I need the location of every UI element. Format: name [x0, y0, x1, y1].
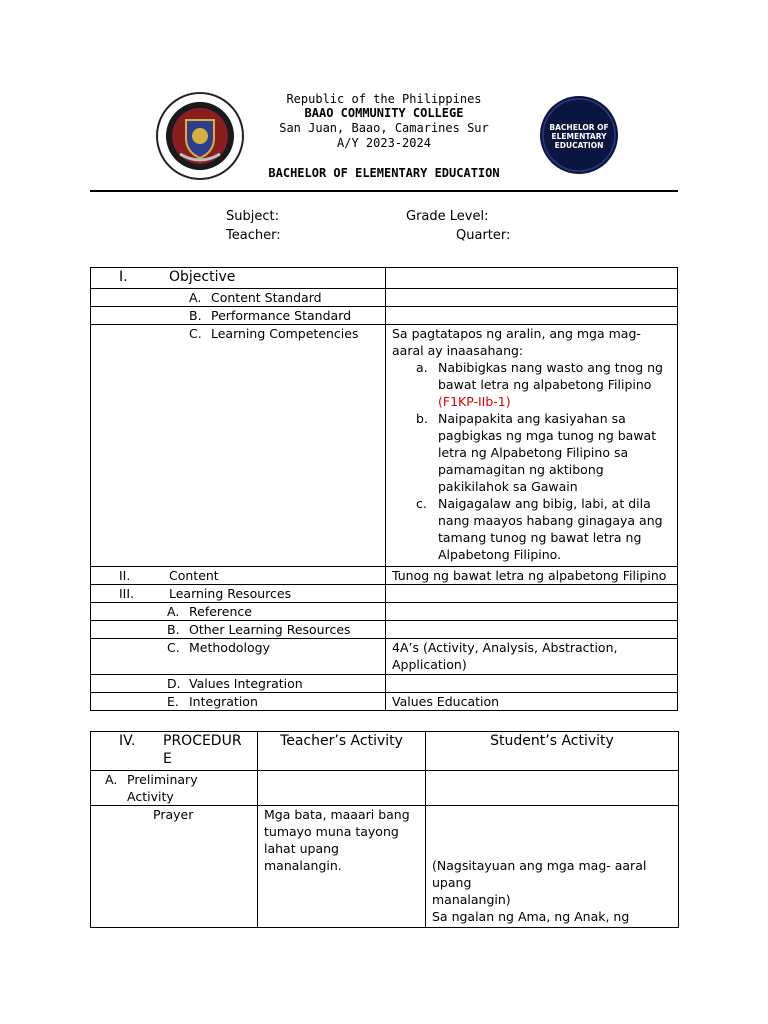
college-address: San Juan, Baao, Camarines Sur: [279, 121, 489, 135]
objective-row: [91, 268, 678, 289]
competency-item: [416, 410, 671, 495]
content-standard-row: [91, 289, 678, 307]
prayer-teacher-activity: Mga bata, maaari bang tumayo muna tayong lahat upang manalangin.: [258, 806, 426, 928]
republic-line: Republic of the Philippines: [286, 92, 482, 106]
procedure-number: IV.: [119, 733, 136, 749]
preliminary-label-wrap: Activity: [127, 789, 174, 804]
prayer-student-line-2: manalangin): [432, 892, 511, 907]
performance-standard-label: Performance Standard: [211, 308, 352, 323]
methodology-row: [91, 639, 678, 675]
reference-letter: A.: [167, 604, 180, 619]
performance-standard-letter: B.: [189, 308, 202, 323]
academic-year: A/Y 2023-2024: [337, 136, 431, 150]
competency-letter: c.: [416, 496, 427, 511]
competency-letter: a.: [416, 360, 428, 375]
prayer-row: [91, 806, 679, 928]
lesson-plan-table: [90, 267, 678, 711]
competency-item: [416, 359, 671, 410]
values-integration-letter: D.: [167, 676, 181, 691]
preliminary-label: Preliminary: [127, 772, 198, 787]
preliminary-student: [426, 771, 679, 806]
values-integration-row: [91, 675, 678, 693]
teacher-label: Teacher:: [226, 228, 281, 243]
teacher-activity-header: Teacher’s Activity: [258, 732, 426, 771]
competencies-list: [392, 359, 671, 563]
preliminary-teacher: [258, 771, 426, 806]
header-divider: [90, 190, 678, 192]
competency-code: (F1KP-IIb-1): [438, 394, 511, 409]
competency-item: [416, 495, 671, 563]
values-integration-value: [386, 675, 678, 693]
learning-resources-value: [386, 585, 678, 603]
learning-resources-label: Learning Resources: [169, 586, 292, 601]
learning-competencies-value: [386, 325, 678, 567]
svg-text:ELEMENTARY: ELEMENTARY: [551, 132, 607, 141]
reference-value: [386, 603, 678, 621]
integration-letter: E.: [167, 694, 179, 709]
values-integration-label: Values Integration: [189, 676, 303, 691]
prayer-student-line-1: (Nagsitayuan ang mga mag- aaral upang: [432, 858, 647, 890]
procedure-label: PROCEDUR: [163, 733, 242, 749]
student-activity-header: Student’s Activity: [426, 732, 679, 771]
procedure-header-row: [91, 732, 679, 771]
college-name: BAAO COMMUNITY COLLEGE: [304, 106, 464, 120]
content-standard-letter: A.: [189, 290, 202, 305]
integration-label: Integration: [189, 694, 258, 709]
integration-row: [91, 693, 678, 711]
methodology-value: 4A’s (Activity, Analysis, Abstraction, Application): [386, 639, 678, 675]
procedure-table: [90, 731, 679, 928]
competencies-intro: Sa pagtatapos ng aralin, ang mga mag-aaral ay inaasahang:: [392, 326, 641, 358]
program-title: BACHELOR OF ELEMENTARY EDUCATION: [268, 166, 500, 180]
reference-label: Reference: [189, 604, 252, 619]
content-standard-value: [386, 289, 678, 307]
objective-label: Objective: [169, 269, 236, 285]
learning-competencies-letter: C.: [189, 326, 202, 341]
procedure-label-wrap: E: [163, 751, 172, 767]
competency-text: Naipapakita ang kasiyahan sa pagbigkas ng mga tunog ng bawat letra ng Alpabetong Filipino sa pamamagitan ng aktibong pakikilahok sa Gawain: [438, 411, 657, 494]
objective-value: [386, 268, 678, 289]
prayer-student-line-3: Sa ngalan ng Ama, ng Anak, ng: [432, 909, 630, 924]
other-resources-label: Other Learning Resources: [189, 622, 351, 637]
learning-resources-number: III.: [119, 586, 135, 601]
content-value: Tunog ng bawat letra ng alpabetong Filipino: [386, 567, 678, 585]
learning-resources-row: [91, 585, 678, 603]
svg-text:BACHELOR OF: BACHELOR OF: [549, 123, 609, 132]
content-label: Content: [169, 568, 219, 583]
svg-text:EDUCATION: EDUCATION: [554, 141, 604, 150]
reference-row: [91, 603, 678, 621]
other-resources-value: [386, 621, 678, 639]
competency-text: Naigagalaw ang bibig, labi, at dila nang maayos habang ginagaya ang tamang tunog ng bawat letra ng Alpabetong Filipino.: [438, 496, 663, 562]
competency-letter: b.: [416, 411, 428, 426]
prayer-student-activity: [426, 806, 679, 928]
other-resources-row: [91, 621, 678, 639]
objective-number: I.: [119, 269, 128, 285]
other-resources-letter: B.: [167, 622, 180, 637]
learning-competencies-label: Learning Competencies: [211, 326, 359, 341]
content-row: [91, 567, 678, 585]
content-number: II.: [119, 568, 131, 583]
subject-label: Subject:: [226, 209, 279, 224]
grade-level-label: Grade Level:: [406, 209, 489, 224]
methodology-letter: C.: [167, 640, 180, 655]
integration-value: Values Education: [386, 693, 678, 711]
performance-standard-row: [91, 307, 678, 325]
competency-text: Nabibigkas nang wasto ang tnog ng bawat letra ng alpabetong Filipino: [438, 360, 663, 392]
preliminary-row: [91, 771, 679, 806]
preliminary-letter: A.: [105, 772, 118, 787]
performance-standard-value: [386, 307, 678, 325]
quarter-label: Quarter:: [456, 228, 511, 243]
learning-competencies-row: [91, 325, 678, 567]
methodology-label: Methodology: [189, 640, 270, 655]
content-standard-label: Content Standard: [211, 290, 322, 305]
prayer-label: Prayer: [153, 807, 194, 822]
